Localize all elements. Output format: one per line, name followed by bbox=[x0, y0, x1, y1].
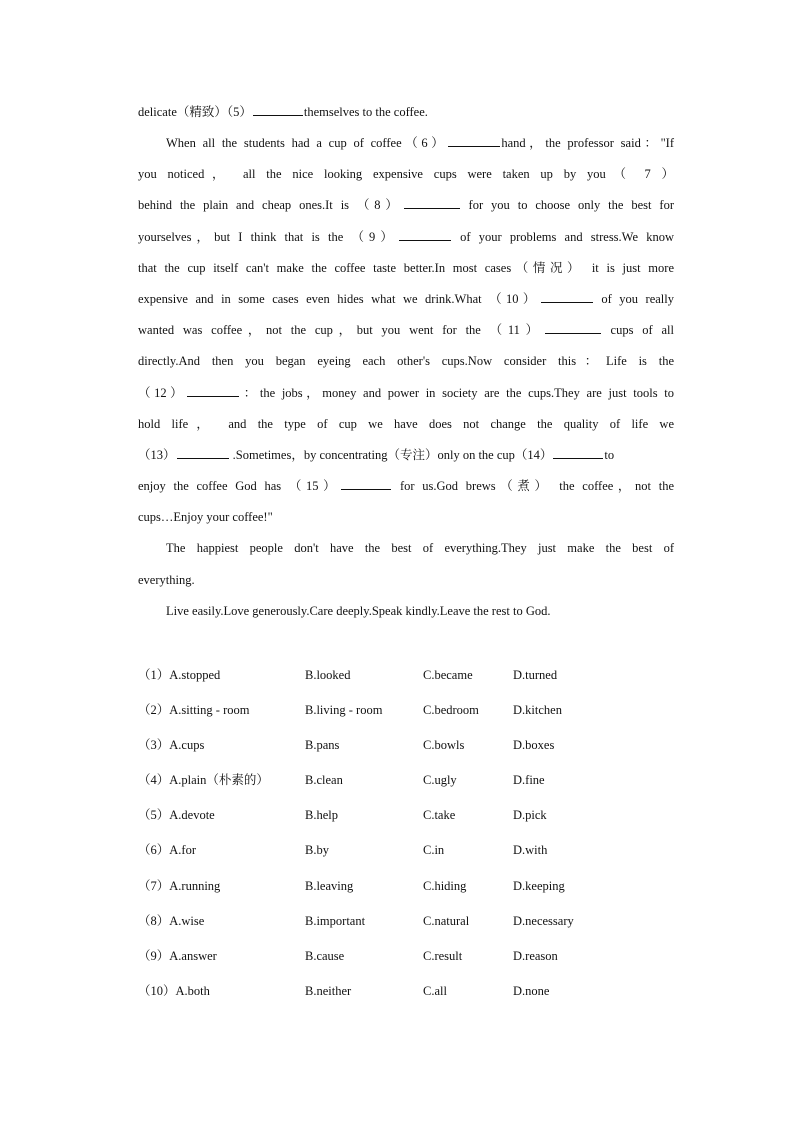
option-b[interactable]: B.by bbox=[305, 843, 329, 857]
passage-line: When all the students had a cup of coffee（6） hand，the professor said："If bbox=[166, 136, 674, 150]
option-c[interactable]: C.all bbox=[423, 984, 447, 998]
option-a[interactable]: （9）A.answer bbox=[138, 949, 217, 963]
option-b[interactable]: B.help bbox=[305, 808, 338, 822]
option-row-8 bbox=[138, 912, 638, 930]
answer-blank-13[interactable] bbox=[177, 446, 229, 459]
option-row-7 bbox=[138, 877, 638, 895]
option-b[interactable]: B.cause bbox=[305, 949, 345, 963]
option-c[interactable]: C.natural bbox=[423, 914, 470, 928]
option-a[interactable]: （8）A.wise bbox=[138, 914, 205, 928]
option-row-4 bbox=[138, 771, 638, 789]
option-b[interactable]: B.living - room bbox=[305, 703, 383, 717]
passage-line: that the cup itself can't make the coffee taste better.In most cases（情况） it is just more bbox=[138, 261, 674, 275]
option-d[interactable]: D.turned bbox=[513, 668, 558, 682]
option-d[interactable]: D.fine bbox=[513, 773, 545, 787]
passage-line: directly.And then you began eyeing each other's cups.Now consider this：Life is the bbox=[138, 354, 674, 368]
option-c[interactable]: C.bedroom bbox=[423, 703, 479, 717]
option-a[interactable]: （7）A.running bbox=[138, 879, 221, 893]
option-a[interactable]: （2）A.sitting - room bbox=[138, 703, 250, 717]
passage-line: （12） ：the jobs，money and power in society are the cups.They are just tools to bbox=[138, 386, 674, 400]
option-c[interactable]: C.take bbox=[423, 808, 456, 822]
option-d[interactable]: D.boxes bbox=[513, 738, 555, 752]
option-d[interactable]: D.reason bbox=[513, 949, 558, 963]
option-row-3 bbox=[138, 736, 638, 754]
passage-line: yourselves，but I think that is the （9） of your problems and stress.We know bbox=[138, 230, 674, 244]
passage-line: delicate（精致）（5） themselves to the coffee. bbox=[138, 105, 428, 119]
passage-line: The happiest people don't have the best of everything.They just make the best of bbox=[166, 541, 674, 555]
option-c[interactable]: C.result bbox=[423, 949, 463, 963]
option-c[interactable]: C.ugly bbox=[423, 773, 457, 787]
option-row-6 bbox=[138, 841, 638, 859]
option-b[interactable]: B.neither bbox=[305, 984, 352, 998]
option-c[interactable]: C.became bbox=[423, 668, 473, 682]
answer-blank-12[interactable] bbox=[187, 384, 239, 397]
option-c[interactable]: C.in bbox=[423, 843, 445, 857]
passage-line: behind the plain and cheap ones.It is （8） for you to choose only the best for bbox=[138, 198, 674, 212]
option-d[interactable]: D.none bbox=[513, 984, 550, 998]
passage-line: everything. bbox=[138, 573, 195, 587]
option-a[interactable]: （6）A.for bbox=[138, 843, 196, 857]
option-a[interactable]: （3）A.cups bbox=[138, 738, 205, 752]
option-d[interactable]: D.kitchen bbox=[513, 703, 562, 717]
option-b[interactable]: B.pans bbox=[305, 738, 340, 752]
passage-line: Live easily.Love generously.Care deeply.Speak kindly.Leave the rest to God. bbox=[166, 604, 551, 618]
passage-line: expensive and in some cases even hides what we drink.What （10） of you really bbox=[138, 292, 674, 306]
passage-line: hold life， and the type of cup we have does not change the quality of life we bbox=[138, 417, 674, 431]
passage-line: enjoy the coffee God has （15） for us.God brews（煮） the coffee，not the bbox=[138, 479, 674, 493]
option-row-1 bbox=[138, 666, 638, 684]
answer-blank-15[interactable] bbox=[341, 477, 391, 490]
option-d[interactable]: D.pick bbox=[513, 808, 547, 822]
option-row-9 bbox=[138, 947, 638, 965]
option-a[interactable]: （4）A.plain（朴素的） bbox=[138, 773, 269, 787]
answer-blank-5[interactable] bbox=[253, 103, 303, 116]
passage-line: you noticed， all the nice looking expensive cups were taken up by you（ 7 ） bbox=[138, 167, 674, 181]
passage-line: （13） .Sometimes，by concentrating（专注）only on the cup（14） to bbox=[138, 448, 615, 462]
answer-blank-6[interactable] bbox=[448, 134, 500, 147]
option-c[interactable]: C.hiding bbox=[423, 879, 467, 893]
option-b[interactable]: B.important bbox=[305, 914, 366, 928]
option-c[interactable]: C.bowls bbox=[423, 738, 465, 752]
passage-line: cups…Enjoy your coffee!" bbox=[138, 510, 273, 524]
option-a[interactable]: （1）A.stopped bbox=[138, 668, 221, 682]
answer-blank-10[interactable] bbox=[541, 290, 593, 303]
option-d[interactable]: D.necessary bbox=[513, 914, 574, 928]
answer-blank-11[interactable] bbox=[545, 321, 601, 334]
option-b[interactable]: B.clean bbox=[305, 773, 343, 787]
option-b[interactable]: B.looked bbox=[305, 668, 351, 682]
answer-blank-8[interactable] bbox=[404, 196, 460, 209]
option-row-5 bbox=[138, 806, 638, 824]
option-d[interactable]: D.keeping bbox=[513, 879, 565, 893]
option-a[interactable]: （10）A.both bbox=[138, 984, 210, 998]
passage-line: wanted was coffee，not the cup，but you went for the （11） cups of all bbox=[138, 323, 674, 337]
option-d[interactable]: D.with bbox=[513, 843, 548, 857]
answer-blank-14[interactable] bbox=[553, 446, 603, 459]
option-row-2 bbox=[138, 701, 638, 719]
option-b[interactable]: B.leaving bbox=[305, 879, 354, 893]
option-row-10 bbox=[138, 982, 638, 1000]
option-a[interactable]: （5）A.devote bbox=[138, 808, 215, 822]
answer-blank-9[interactable] bbox=[399, 228, 451, 241]
